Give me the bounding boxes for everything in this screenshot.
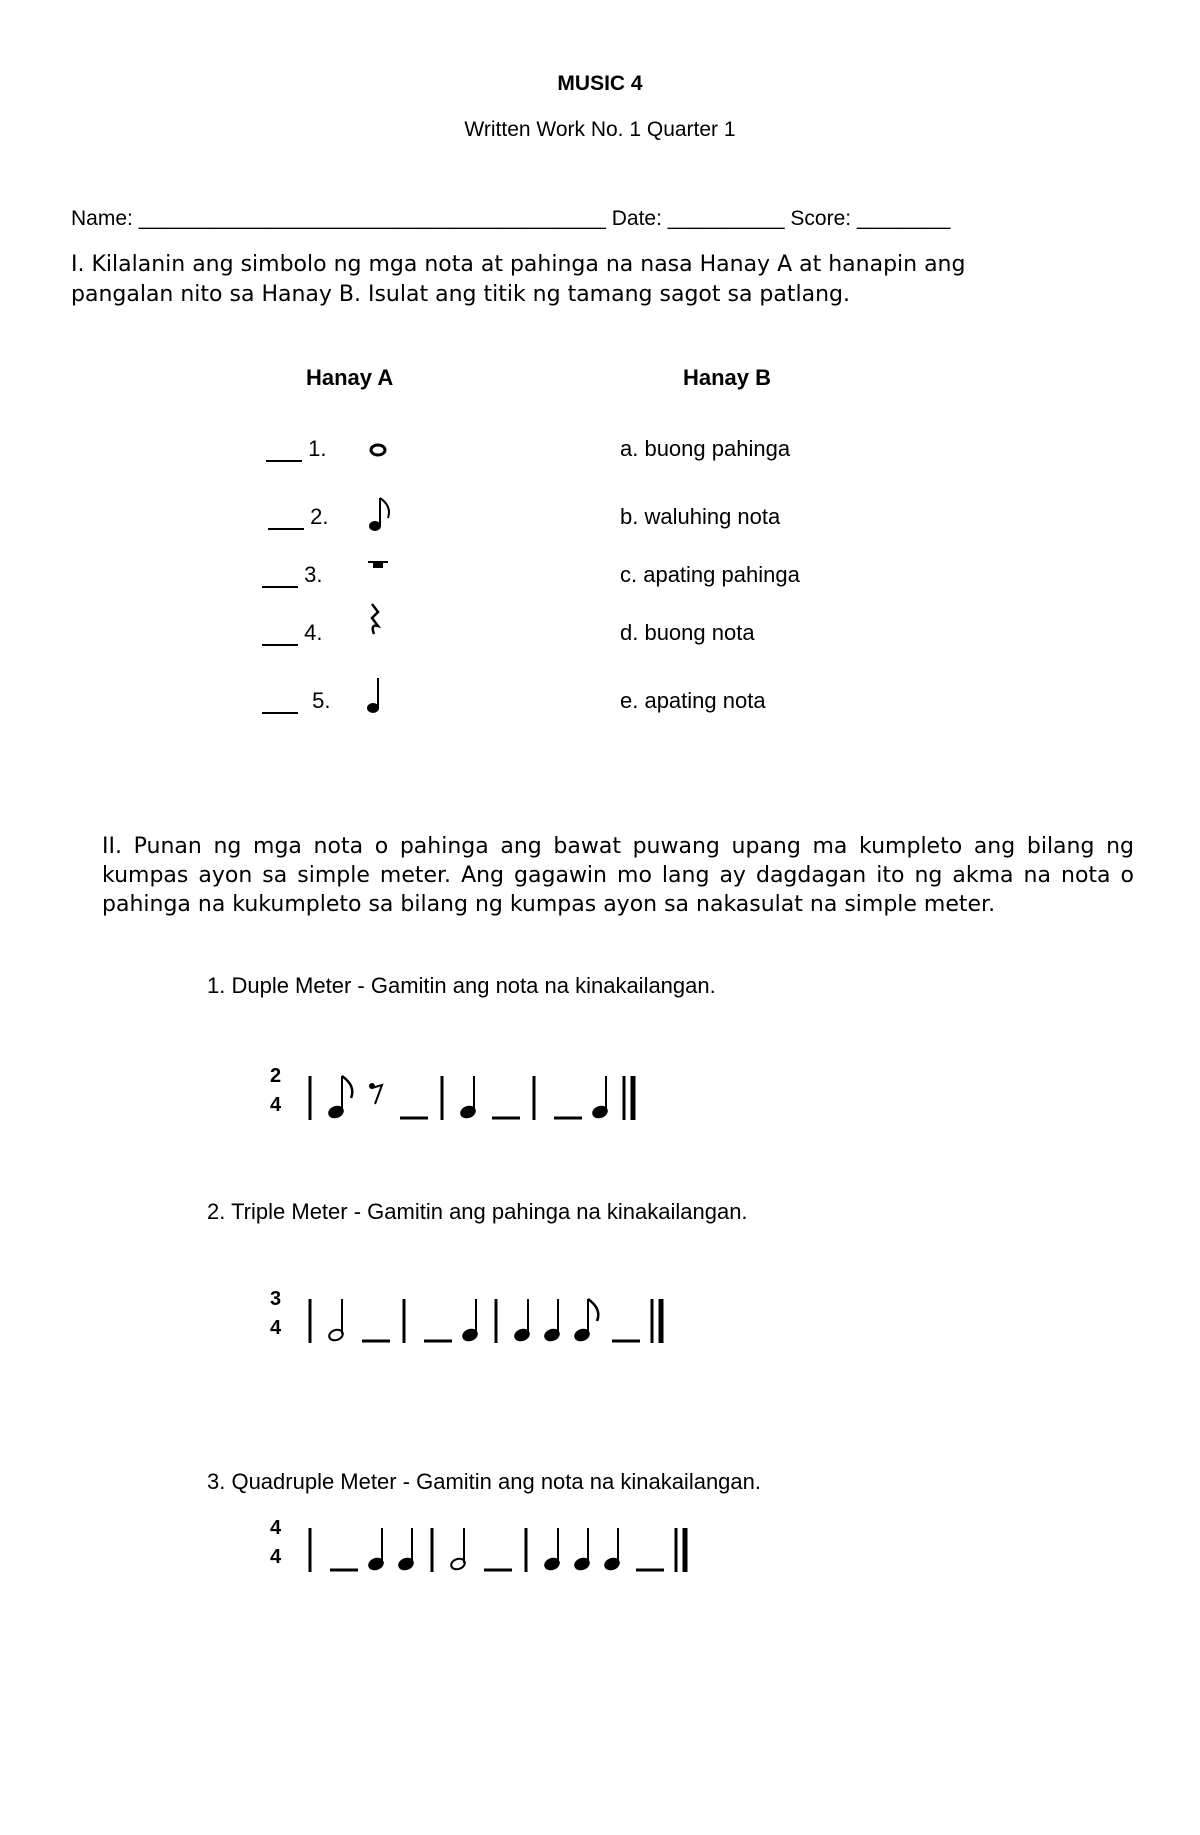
exercise-1-title: 1. Duple Meter - Gamitin ang nota na kinakailangan. <box>207 973 716 998</box>
answer-blank-4[interactable] <box>262 620 322 646</box>
part2-instruction: II. Punan ng mga nota o pahinga ang bawat puwang upang ma kumpleto ang bilang ng kumpas ayon sa simple meter. Ang gagawin mo lang ay dagdagan ito ng akma na nota o pahinga na kukumpleto sa bilang ng kumpas ayon sa nakasulat na simple meter. <box>102 834 1134 917</box>
half-note-icon <box>328 1299 345 1342</box>
exercise-2-title: 2. Triple Meter - Gamitin ang pahinga na kinakailangan. <box>207 1199 748 1224</box>
item-number: 2. <box>310 504 329 529</box>
quarter-note-icon <box>460 1076 477 1119</box>
half-note-icon <box>450 1528 467 1571</box>
column-a-header: Hanay A <box>306 365 394 390</box>
item-number: 1. <box>308 436 327 461</box>
score-label: Score: <box>790 207 852 230</box>
blank-line[interactable] <box>262 568 298 588</box>
blank-line[interactable] <box>262 694 298 714</box>
quarter-note-icon <box>604 1528 621 1571</box>
final-barline <box>652 1299 661 1343</box>
page-title: MUSIC 4 <box>557 72 643 95</box>
quarter-note-icon <box>368 1528 385 1571</box>
date-label: Date: <box>611 207 662 230</box>
eighth-note-icon <box>366 494 396 539</box>
staff-line-1 <box>300 1060 720 1130</box>
time-sig-top: 4 <box>270 1517 282 1539</box>
time-signature-3 <box>270 1517 281 1569</box>
quarter-note-icon <box>514 1299 531 1342</box>
quarter-rest-icon <box>364 602 384 643</box>
time-signature-1 <box>270 1065 281 1117</box>
eighth-rest-icon <box>369 1083 382 1104</box>
quarter-note-icon <box>364 676 388 721</box>
exercise-3-title: 3. Quadruple Meter - Gamitin ang nota na kinakailangan. <box>207 1469 761 1494</box>
time-sig-bottom: 4 <box>270 1317 282 1339</box>
half-rest-icon <box>366 556 390 581</box>
final-barline <box>624 1076 633 1120</box>
quarter-note-icon <box>544 1528 561 1571</box>
answer-blank-3[interactable] <box>262 562 322 588</box>
whole-note-icon <box>366 436 390 465</box>
quarter-note-icon <box>574 1528 591 1571</box>
choice-a: a. buong pahinga <box>620 436 791 461</box>
choice-d: d. buong nota <box>620 620 755 645</box>
name-field[interactable]: ________________________________________ <box>138 207 606 230</box>
quarter-note-icon <box>544 1299 561 1342</box>
eighth-note-icon <box>574 1299 599 1342</box>
score-field[interactable]: ________ <box>856 207 951 230</box>
answer-blank-2[interactable] <box>268 504 328 530</box>
column-b-header: Hanay B <box>683 365 772 390</box>
quarter-note-icon <box>462 1299 479 1342</box>
blank-line[interactable] <box>268 510 304 530</box>
name-label: Name: <box>71 207 133 230</box>
choice-e: e. apating nota <box>620 688 766 713</box>
part1-instruction: I. Kilalanin ang simbolo ng mga nota at pahinga na nasa Hanay A at hanapin ang pangalan nito sa Hanay B. Isulat ang titik ng tamang sagot sa patlang. <box>71 252 966 307</box>
answer-blank-1[interactable] <box>266 436 326 462</box>
student-info-line <box>71 207 950 231</box>
time-sig-bottom: 4 <box>270 1094 282 1116</box>
quarter-note-icon <box>398 1528 415 1571</box>
choice-c: c. apating pahinga <box>620 562 800 587</box>
time-sig-bottom: 4 <box>270 1546 282 1568</box>
blank-line[interactable] <box>262 626 298 646</box>
item-number: 3. <box>304 562 323 587</box>
eighth-note-icon <box>328 1076 353 1119</box>
staff-line-3 <box>300 1512 720 1582</box>
page-subtitle: Written Work No. 1 Quarter 1 <box>464 118 736 141</box>
blank-line[interactable] <box>266 442 302 462</box>
quarter-note-icon <box>592 1076 609 1119</box>
time-sig-top: 3 <box>270 1288 282 1310</box>
item-number: 4. <box>304 620 323 645</box>
date-field[interactable]: __________ <box>667 207 785 230</box>
time-signature-2 <box>270 1288 281 1340</box>
staff-line-2 <box>300 1283 720 1353</box>
final-barline <box>676 1528 685 1572</box>
instruction-clip <box>90 940 1150 970</box>
time-sig-top: 2 <box>270 1065 282 1087</box>
choice-b: b. waluhing nota <box>620 504 781 529</box>
answer-blank-5[interactable] <box>262 688 330 714</box>
item-number: 5. <box>312 688 331 713</box>
